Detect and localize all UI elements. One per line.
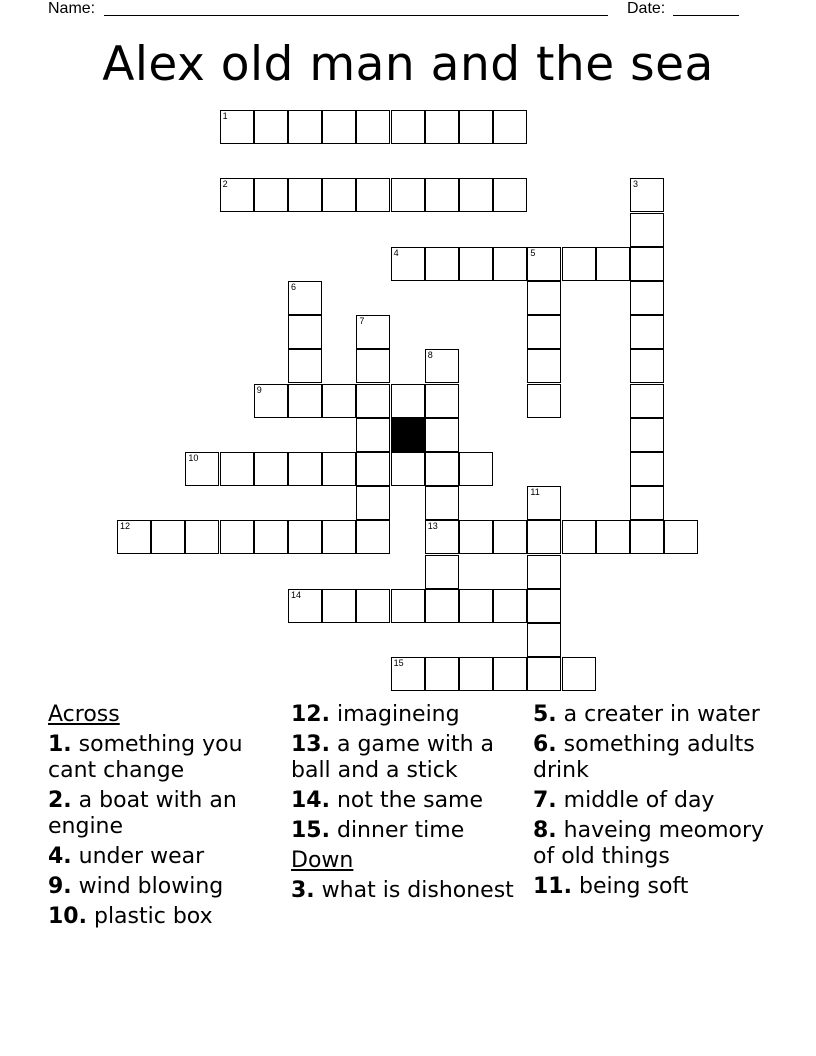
grid-cell[interactable] <box>425 589 459 623</box>
name-label: Name: <box>48 0 96 17</box>
grid-cell[interactable] <box>356 178 390 212</box>
grid-cell[interactable] <box>220 520 254 554</box>
clue-item <box>291 788 527 814</box>
clue-number: 2. <box>48 788 72 813</box>
grid-cell[interactable] <box>425 452 459 486</box>
clue-item <box>291 702 527 728</box>
grid-cell[interactable] <box>254 110 288 144</box>
grid-cell[interactable] <box>322 110 356 144</box>
grid-cell[interactable] <box>527 589 561 623</box>
clue-text: not the same <box>336 788 484 813</box>
clue-text: something you cant change <box>48 732 243 783</box>
grid-cell[interactable] <box>391 247 425 281</box>
grid-cell[interactable] <box>425 520 459 554</box>
grid-cell[interactable] <box>527 281 561 315</box>
cell-number: 1 <box>222 111 228 121</box>
grid-cell[interactable] <box>493 589 527 623</box>
clue-text: under wear <box>78 844 205 869</box>
cell-number: 12 <box>120 521 131 532</box>
grid-cell[interactable] <box>527 384 561 418</box>
grid-cell[interactable] <box>459 110 493 144</box>
grid-cell[interactable] <box>117 520 151 554</box>
grid-cell[interactable] <box>356 110 390 144</box>
grid-cell[interactable] <box>425 247 459 281</box>
clue-item <box>533 818 773 870</box>
grid-cell[interactable] <box>459 452 493 486</box>
cell-number: 14 <box>291 589 302 600</box>
clue-number: 13. <box>291 732 330 757</box>
clue-item <box>48 844 284 870</box>
cell-number: 3 <box>633 179 639 190</box>
grid-cell[interactable] <box>356 315 390 349</box>
clue-number: 9. <box>48 874 72 899</box>
clue-item <box>291 878 527 904</box>
grid-cell[interactable] <box>527 486 561 520</box>
clue-text: dinner time <box>336 818 465 843</box>
section-heading: Down <box>291 848 354 873</box>
grid-cell[interactable] <box>630 452 664 486</box>
grid-cell[interactable] <box>322 384 356 418</box>
cell-number: 4 <box>393 247 399 258</box>
grid-cell[interactable] <box>288 281 322 315</box>
grid-cell[interactable] <box>630 486 664 520</box>
grid-cell[interactable] <box>288 178 322 212</box>
clue-text: a game with a ball and a stick <box>291 732 495 783</box>
grid-cell[interactable] <box>630 384 664 418</box>
grid-cell[interactable] <box>151 520 185 554</box>
grid-cell[interactable] <box>356 486 390 520</box>
cell-number: 7 <box>359 316 365 327</box>
clue-item <box>291 818 527 844</box>
grid-cell[interactable] <box>493 178 527 212</box>
grid-cell[interactable] <box>356 452 390 486</box>
clue-item <box>533 702 773 728</box>
grid-cell[interactable] <box>459 520 493 554</box>
grid-cell[interactable] <box>630 349 664 383</box>
grid-cell[interactable] <box>425 384 459 418</box>
grid-cell[interactable] <box>254 520 288 554</box>
grid-cell[interactable] <box>630 315 664 349</box>
grid-cell[interactable] <box>254 384 288 418</box>
cell-number: 5 <box>530 247 536 258</box>
grid-cell[interactable] <box>288 452 322 486</box>
grid-cell[interactable] <box>527 623 561 657</box>
grid-cell[interactable] <box>527 657 561 691</box>
clue-text: wind blowing <box>78 874 224 899</box>
clue-column-3 <box>533 702 773 904</box>
cell-number: 8 <box>427 350 433 361</box>
puzzle-title: Alex old man and the sea <box>102 37 714 92</box>
clue-number: 6. <box>533 732 557 757</box>
grid-cell[interactable] <box>288 349 322 383</box>
grid-cell[interactable] <box>425 178 459 212</box>
grid-cell[interactable] <box>596 247 630 281</box>
grid-cell[interactable] <box>630 247 664 281</box>
grid-cell[interactable] <box>322 178 356 212</box>
grid-cell[interactable] <box>391 657 425 691</box>
grid-cell[interactable] <box>356 589 390 623</box>
grid-cell[interactable] <box>425 486 459 520</box>
grid-cell[interactable] <box>356 349 390 383</box>
grid-cell[interactable] <box>220 178 254 212</box>
grid-cell[interactable] <box>630 520 664 554</box>
grid-cell[interactable] <box>288 315 322 349</box>
clue-item <box>533 732 773 784</box>
cell-number: 6 <box>291 282 297 292</box>
clue-text: imagineing <box>336 702 460 727</box>
clue-item <box>48 732 284 784</box>
grid-cell[interactable] <box>288 110 322 144</box>
grid-cell[interactable] <box>288 384 322 418</box>
clue-text: middle of day <box>563 788 715 813</box>
clue-text: a creater in water <box>563 702 760 727</box>
grid-cell[interactable] <box>459 657 493 691</box>
clue-number: 1. <box>48 732 72 757</box>
grid-cell[interactable] <box>254 178 288 212</box>
clue-item <box>48 874 284 900</box>
grid-cell[interactable] <box>562 520 596 554</box>
grid-cell[interactable] <box>185 452 219 486</box>
grid-cell[interactable] <box>630 213 664 247</box>
grid-cell[interactable] <box>391 110 425 144</box>
grid-cell[interactable] <box>425 349 459 383</box>
grid-cell[interactable] <box>322 452 356 486</box>
grid-cell[interactable] <box>356 384 390 418</box>
grid-cell[interactable] <box>459 247 493 281</box>
grid-cell[interactable] <box>493 247 527 281</box>
grid-cell[interactable] <box>391 178 425 212</box>
grid-cell[interactable] <box>630 281 664 315</box>
clue-number: 10. <box>48 904 87 929</box>
clue-item <box>533 874 773 900</box>
grid-cell[interactable] <box>391 589 425 623</box>
grid-cell[interactable] <box>425 657 459 691</box>
grid-cell[interactable] <box>527 247 561 281</box>
clue-number: 5. <box>533 702 557 727</box>
grid-cell[interactable] <box>391 452 425 486</box>
clue-item <box>291 732 527 784</box>
grid-cell[interactable] <box>527 349 561 383</box>
grid-cell[interactable] <box>391 384 425 418</box>
clue-text: haveing meomory of old things <box>533 818 765 869</box>
clue-column-2 <box>291 702 527 908</box>
grid-cell[interactable] <box>562 657 596 691</box>
clue-list <box>0 702 816 1002</box>
clue-number: 8. <box>533 818 557 843</box>
grid-cell[interactable] <box>630 178 664 212</box>
clue-number: 7. <box>533 788 557 813</box>
grid-cell[interactable] <box>630 418 664 452</box>
grid-cell[interactable] <box>493 110 527 144</box>
date-label: Date: <box>627 0 666 17</box>
clue-number: 12. <box>291 702 330 727</box>
grid-cell[interactable] <box>254 452 288 486</box>
grid-cell[interactable] <box>664 520 698 554</box>
grid-cell[interactable] <box>322 520 356 554</box>
clue-item <box>48 904 284 930</box>
clue-number: 11. <box>533 874 572 899</box>
cell-number: 10 <box>188 453 199 463</box>
clue-number: 14. <box>291 788 330 813</box>
clue-number: 15. <box>291 818 330 843</box>
grid-cell[interactable] <box>288 520 322 554</box>
grid-cell[interactable] <box>322 589 356 623</box>
clue-text: a boat with an engine <box>48 788 237 839</box>
clue-number: 3. <box>291 878 315 903</box>
grid-cell[interactable] <box>493 520 527 554</box>
grid-cell[interactable] <box>562 247 596 281</box>
grid-cell[interactable] <box>425 555 459 589</box>
grid-cell[interactable] <box>288 589 322 623</box>
clue-column-1 <box>48 702 284 934</box>
grid-cell[interactable] <box>220 452 254 486</box>
grid-cell[interactable] <box>220 110 254 144</box>
grid-cell[interactable] <box>459 589 493 623</box>
cell-number: 9 <box>256 384 262 395</box>
clue-text: something adults drink <box>533 732 755 783</box>
cell-number: 2 <box>222 179 228 190</box>
grid-cell[interactable] <box>527 315 561 349</box>
section-heading: Across <box>48 702 120 727</box>
clue-number: 4. <box>48 844 72 869</box>
grid-cell[interactable] <box>185 520 219 554</box>
cell-number: 11 <box>530 487 540 498</box>
grid-cell[interactable] <box>356 418 390 452</box>
grid-cell[interactable] <box>527 520 561 554</box>
black-cell <box>391 418 425 452</box>
grid-cell[interactable] <box>425 110 459 144</box>
clue-text: what is dishonest <box>321 878 514 903</box>
clue-item <box>48 788 284 840</box>
grid-cell[interactable] <box>596 520 630 554</box>
clue-text: being soft <box>578 874 689 899</box>
clue-text: plastic box <box>93 904 213 929</box>
grid-cell[interactable] <box>459 178 493 212</box>
grid-cell[interactable] <box>527 555 561 589</box>
grid-cell[interactable] <box>356 520 390 554</box>
cell-number: 15 <box>393 658 404 669</box>
cell-number: 13 <box>427 521 438 532</box>
clue-item <box>533 788 773 814</box>
grid-cell[interactable] <box>493 657 527 691</box>
grid-cell[interactable] <box>425 418 459 452</box>
